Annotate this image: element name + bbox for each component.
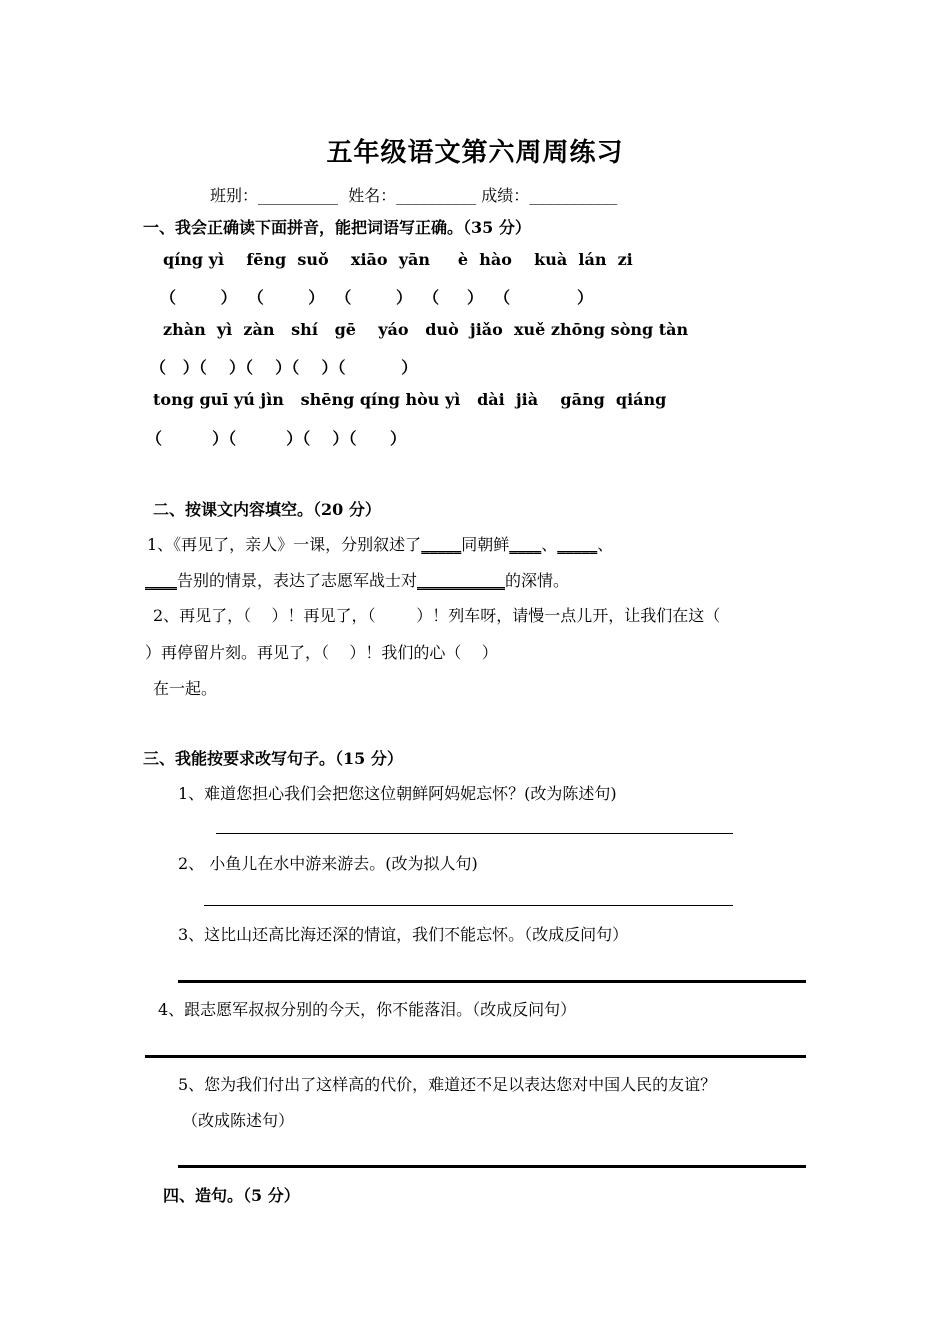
section3-heading: 三、我能按要求改写句子。（15 分） [143, 749, 403, 768]
score-blank[interactable]: ___________ [529, 186, 618, 205]
rewrite-question-5-line-1: 5、您为我们付出了这样高的代价，难道还不足以表达您对中国人民的友谊？ [178, 1075, 717, 1094]
answer-line-5[interactable] [178, 1165, 806, 1168]
fill-question-1-line-2 [145, 568, 569, 591]
rewrite-question-1: 1、难道您担心我们会把您这位朝鲜阿妈妮忘怀？(改为陈述句) [178, 784, 617, 803]
q1-blank-5[interactable]: ___________ [417, 571, 506, 590]
answer-parens-row-2[interactable]: （ ）（ ）（ ）（ ）（ ） [150, 358, 418, 377]
pinyin-row-3: tong guī yú jìn shēng qíng hòu yì dài jià gāng qiáng [153, 390, 667, 409]
answer-line-4[interactable] [145, 1055, 806, 1058]
name-label: 姓名： [338, 186, 397, 205]
class-blank[interactable]: __________ [258, 186, 339, 205]
section1-heading: 一、我会正确读下面拼音，能把词语写正确。（35 分） [143, 218, 531, 237]
fill-question-2-line-3: 在一起。 [153, 679, 218, 698]
q1-text-f: 告别的情景，表达了志愿军战士对 [177, 571, 418, 590]
section4-heading: 四、造句。（5 分） [163, 1186, 300, 1205]
rewrite-question-5-line-2: （改成陈述句） [182, 1111, 295, 1130]
class-label: 班别： [210, 186, 259, 205]
answer-parens-row-3[interactable]: （ ）（ ）（ ）（ ） [146, 429, 406, 448]
page-title: 五年级语文第六周周练习 [326, 138, 624, 168]
fill-question-2-line-2: ）再停留片刻。再见了，（ ）！我们的心（ ） [145, 643, 498, 662]
answer-line-2[interactable] [204, 905, 733, 906]
q1-blank-4[interactable]: ____ [145, 571, 177, 590]
answer-parens-row-1[interactable]: （ ） （ ） （ ） （ ） （ ） [160, 288, 593, 307]
q1-blank-3[interactable]: _____ [557, 535, 598, 554]
rewrite-question-2: 2、 小鱼儿在水中游来游去。(改为拟人句) [178, 854, 478, 873]
q1-text-a: 1、《再见了，亲人》一课，分别叙述了 [147, 535, 422, 554]
student-info-line [210, 183, 617, 206]
name-blank[interactable]: __________ [396, 186, 477, 205]
score-label: 成绩： [476, 186, 530, 205]
fill-question-1-line-1 [147, 532, 613, 555]
pinyin-row-2: zhàn yì zàn shí gē yáo duò jiǎo xuě zhōng sòng tàn [163, 320, 689, 339]
q1-blank-1[interactable]: _____ [421, 535, 462, 554]
rewrite-question-4: 4、跟志愿军叔叔分别的今天，你不能落泪。（改成反问句） [158, 1000, 577, 1019]
q1-text-e: 、 [597, 535, 614, 554]
fill-question-2-line-1: 2、再见了，（ ）！再见了，（ ）！列车呀，请慢一点儿开，让我们在这（ [153, 606, 721, 625]
q1-blank-2[interactable]: ____ [509, 535, 542, 554]
answer-line-1[interactable] [216, 833, 733, 834]
q1-text-g: 的深情。 [505, 571, 570, 590]
section2-heading: 二、按课文内容填空。（20 分） [153, 500, 381, 519]
q1-text-d: 、 [541, 535, 558, 554]
pinyin-row-1: qíng yì fēng suǒ xiāo yān è hào kuà lán zi [163, 250, 633, 269]
answer-line-3[interactable] [178, 980, 806, 983]
q1-text-c: 同朝鲜 [461, 535, 510, 554]
rewrite-question-3: 3、这比山还高比海还深的情谊，我们不能忘怀。（改成反问句） [178, 925, 629, 944]
